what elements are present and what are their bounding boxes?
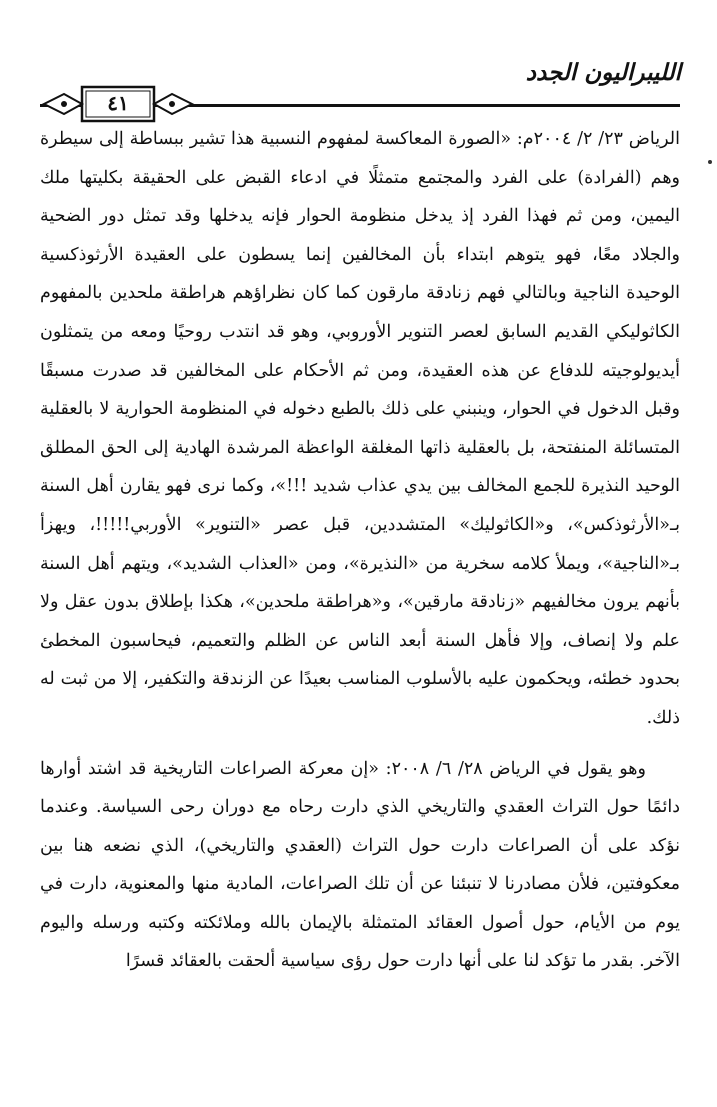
page-number: ٤١ xyxy=(107,91,129,115)
scan-dot xyxy=(708,160,712,164)
page-header xyxy=(0,0,717,125)
paragraph-1: الرياض ٢٣/ ٢/ ٢٠٠٤م: «الصورة المعاكسة لمفهوم النسبية هذا تشير ببساطة إلى سيطرة وهم (الفرادة) على الفرد والمجتمع متمثلًا في ادعاء القبض على الحقيقة بكليتها ملك اليمين، ومن ثم فهذا الفرد إذ يدخل منظومة الحوار فإنه يدخلها وقد تمثل دور الضحية والجلاد معًا، فهو يتوهم ابتداء بأن المخالفين إنما يسطون على العقيدة الأرثوذكسية الوحيدة الناجية وبالتالي فهم زنادقة مارقون كما كان نظراؤهم هراطقة ملحدين بالمفهوم الكاثوليكي القديم السابق لعصر التنوير الأوروبي، وهو قد انتدب روحيًا ومعه من يتمثلون أيديولوجيته للدفاع عن هذه العقيدة، ومن ثم الأحكام على المخالفين قد صدرت مسبقًا وقبل الدخول في الحوار، وينبني على ذلك بالطبع دخوله في المنظومة الحوارية لا بالعقلية المتسائلة المنفتحة، بل بالعقلية ذاتها المغلقة الواعظة المرشدة الهادية إلى الحق المطلق الوحيد النذيرة للجمع المخالف بين يدي عذاب شديد !!!»، وكما نرى فهو يقارن أهل السنة بـ«الأرثوذكس»، و«الكاثوليك» المتشددين، قبل عصر «التنوير» الأوربي!!!!!، ويهزأ بـ«الناجية»، ويملأ كلامه سخرية من «النذيرة»، ومن «العذاب الشديد»، ويتهم أهل السنة بأنهم يرون مخالفيهم «زنادقة مارقين»، و«هراطقة ملحدين»، هكذا بإطلاق بدون عقل ولا علم ولا إنصاف، وإلا فأهل السنة أبعد الناس عن الظلم والتعميم، فيحاسبون المخطئ بحدود خطئه، ويحكمون عليه بالأسلوب المناسب بعيدًا عن الزندقة والتكفير، إلا من ثبت له ذلك. xyxy=(40,129,680,728)
body-text xyxy=(40,120,680,981)
paragraph-2: وهو يقول في الرياض ٢٨/ ٦/ ٢٠٠٨: «إن معركة الصراعات التاريخية قد اشتد أوارها دائمًا حول التراث العقدي والتاريخي الذي دارت رحاه مع دوران رحى السياسة. وعندما نؤكد على أن الصراعات دارت حول التراث (العقدي والتاريخي)، الذي نضعه هنا بين معكوفتين، فلأن مصادرنا لا تنبئنا عن أن تلك الصراعات، المادية منها والمعنوية، دارت في يوم من الأيام، حول أصول العقائد المتمثلة بالإيمان بالله وملائكته وكتبه ورسله واليوم الآخر. بقدر ما تؤكد لنا على أنها دارت حول رؤى سياسية ألحقت بالعقائد قسرًا xyxy=(40,758,680,972)
running-head-title: الليبراليون الجدد xyxy=(525,60,681,86)
